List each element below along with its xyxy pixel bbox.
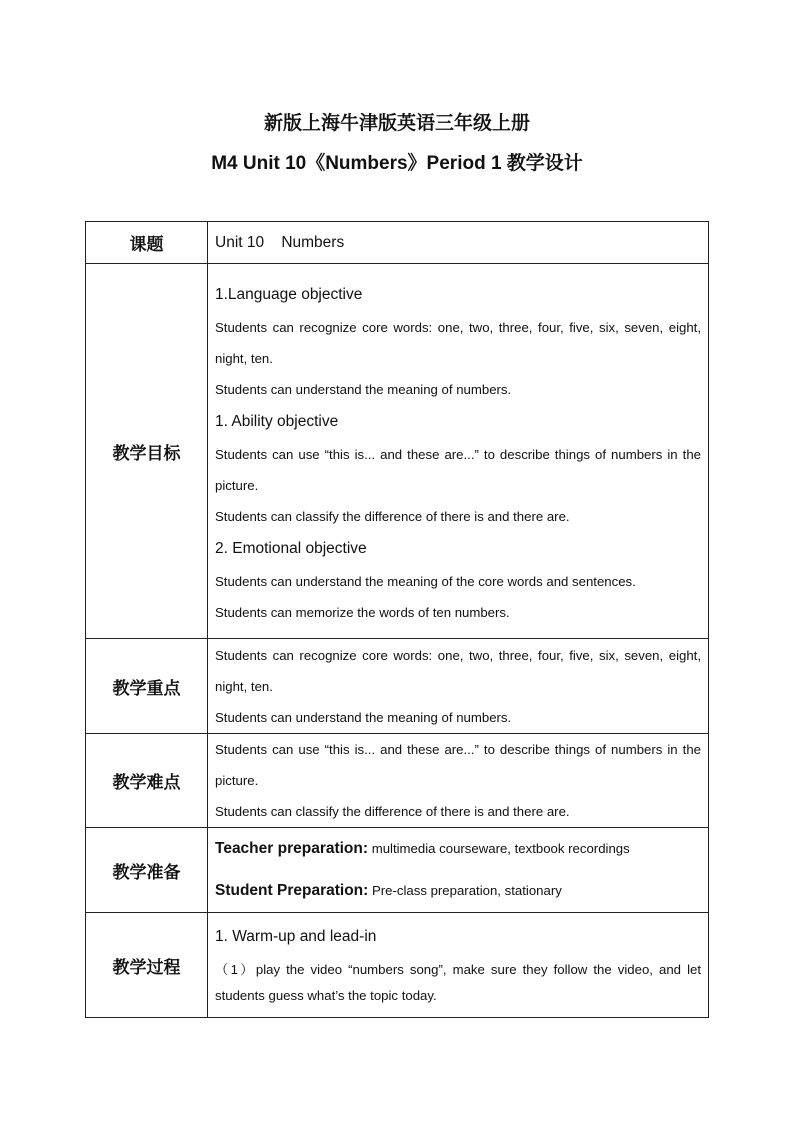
objective-text: Students can classify the difference of there is and there are. (215, 508, 570, 524)
difficulty-text: Students can classify the difference of there is and there are. (215, 804, 570, 819)
key-point-text: Students can understand the meaning of numbers. (215, 709, 512, 725)
process-step-text: （1）play the video “numbers song”, make sure they follow the video, and let students guess what’s the topic today. (215, 962, 701, 1003)
key-point-text: Students can recognize core words: one, two, three, four, five, six, seven, eight, night, ten. (215, 647, 701, 694)
teacher-preparation-label: Teacher preparation: (215, 840, 369, 857)
value-preparation (208, 828, 709, 913)
objective-text: Students can use “this is... and these are...” to describe things of numbers in the picture. (215, 446, 701, 493)
student-preparation (215, 870, 701, 912)
objective-text: Students can memorize the words of ten numbers. (215, 604, 510, 620)
value-difficulties (208, 734, 709, 828)
value-process (208, 913, 709, 1018)
lesson-plan-table (85, 221, 709, 1018)
row-preparation (86, 828, 709, 913)
difficulty-text: Students can use “this is... and these are...” to describe things of numbers in the picture. (215, 742, 701, 788)
objective-heading-language: 1.Language objective (215, 285, 363, 303)
objective-heading-ability: 1. Ability objective (215, 412, 339, 430)
teacher-preparation-value: multimedia courseware, textbook recordings (368, 841, 630, 856)
doc-subtitle: M4 Unit 10《Numbers》Period 1 教学设计 (211, 153, 583, 174)
label-process: 教学过程 (86, 913, 208, 1018)
topic-text: Unit 10 Numbers (215, 233, 345, 251)
student-preparation-label: Student Preparation: (215, 882, 369, 899)
row-topic (86, 222, 709, 264)
label-key-points: 教学重点 (86, 639, 208, 734)
row-difficulties (86, 734, 709, 828)
process-heading: 1. Warm-up and lead-in (215, 928, 377, 945)
value-key-points (208, 639, 709, 734)
teacher-preparation (215, 828, 701, 870)
objective-text: Students can understand the meaning of the core words and sentences. (215, 573, 636, 589)
doc-title: 新版上海牛津版英语三年级上册 (263, 113, 530, 134)
label-objectives: 教学目标 (86, 264, 208, 639)
value-topic (208, 222, 709, 264)
label-preparation: 教学准备 (86, 828, 208, 913)
row-key-points (86, 639, 709, 734)
label-topic: 课题 (86, 222, 208, 264)
objective-text: Students can understand the meaning of numbers. (215, 381, 512, 397)
row-objectives (86, 264, 709, 639)
objective-text: Students can recognize core words: one, two, three, four, five, six, seven, eight, night, ten. (215, 319, 701, 366)
objective-heading-emotional: 2. Emotional objective (215, 539, 367, 557)
value-objectives (208, 264, 709, 639)
student-preparation-value: Pre-class preparation, stationary (368, 883, 562, 898)
label-difficulties: 教学难点 (86, 734, 208, 828)
row-process (86, 913, 709, 1018)
